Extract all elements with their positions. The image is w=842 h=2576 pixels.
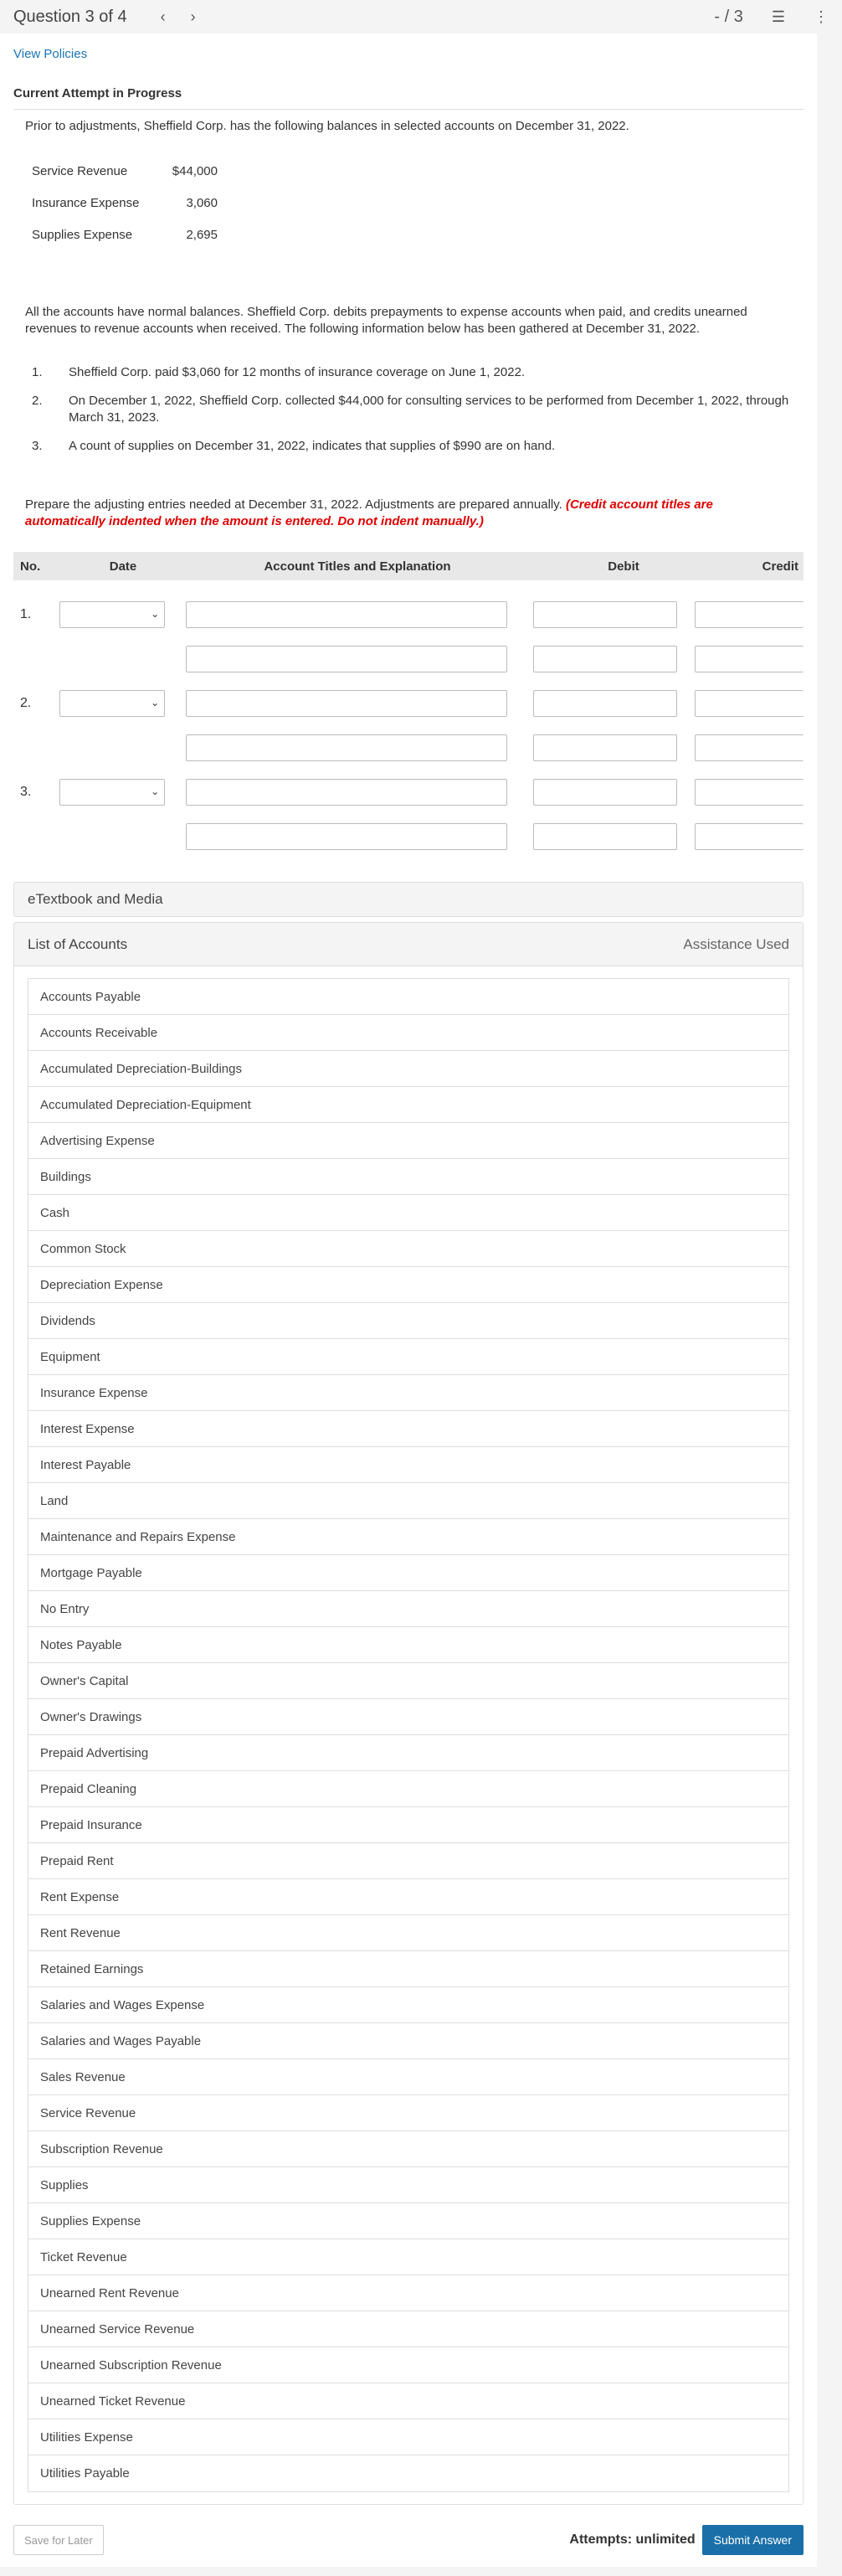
header-debit: Debit (608, 559, 639, 574)
etextbook-label[interactable]: eTextbook and Media (28, 891, 163, 907)
view-policies-link[interactable]: View Policies (13, 47, 88, 61)
list-item: Unearned Service Revenue (28, 2311, 788, 2347)
list-item: Dividends (28, 1303, 788, 1339)
table-row (32, 222, 218, 254)
table-row (32, 190, 218, 222)
attempt-heading: Current Attempt in Progress (13, 86, 803, 110)
list-item: Rent Revenue (28, 1915, 788, 1951)
list-item: Rent Expense (28, 1879, 788, 1915)
list-item: Owner's Drawings (28, 1699, 788, 1735)
list-item (25, 393, 792, 426)
etextbook-panel[interactable] (13, 882, 803, 917)
credit-input[interactable] (695, 690, 803, 717)
debit-input[interactable] (533, 734, 677, 761)
chevron-down-icon: ⌄ (151, 607, 160, 620)
journal-body (13, 580, 803, 882)
account-title-input[interactable] (186, 601, 507, 628)
list-item: Unearned Rent Revenue (28, 2275, 788, 2311)
item-number: 3. (32, 439, 43, 453)
list-of-accounts-body (14, 966, 803, 2504)
list-item: Maintenance and Repairs Expense (28, 1519, 788, 1555)
list-item: Salaries and Wages Payable (28, 2023, 788, 2059)
list-item: Equipment (28, 1339, 788, 1375)
chevron-right-icon[interactable]: › (190, 8, 196, 25)
credit-input[interactable] (695, 646, 803, 672)
list-item: Land (28, 1483, 788, 1519)
balance-account: Service Revenue (32, 164, 128, 178)
footer-bar (13, 2505, 803, 2567)
list-item: Prepaid Insurance (28, 1807, 788, 1843)
list-item: Notes Payable (28, 1627, 788, 1663)
debit-input[interactable] (533, 779, 677, 806)
balance-account: Supplies Expense (32, 228, 133, 242)
debit-input[interactable] (533, 601, 677, 628)
instruction-note: (Credit account titles are automatically indented when the amount is entered. Do not indent manually.) (25, 497, 713, 528)
chevron-left-icon[interactable]: ‹ (160, 8, 166, 25)
list-of-accounts-title: List of Accounts (28, 935, 128, 952)
item-text: A count of supplies on December 31, 2022, indicates that supplies of $990 are on hand. (69, 439, 556, 453)
list-item: Retained Earnings (28, 1951, 788, 1987)
list-item: Supplies Expense (28, 2203, 788, 2239)
submit-answer-button[interactable]: Submit Answer (702, 2525, 803, 2555)
item-text: On December 1, 2022, Sheffield Corp. collected $44,000 for consulting services to be performed from December 1, 2022, through March 31, 2023. (69, 394, 789, 425)
list-item: Interest Payable (28, 1447, 788, 1483)
problem-paragraph: All the accounts have normal balances. Sheffield Corp. debits prepayments to expense accounts when paid, and credits unearned revenues to revenue accounts when received. The following information below has been gathered at December 31, 2022. (25, 305, 747, 336)
problem-content (13, 110, 803, 530)
item-number: 1. (32, 365, 43, 379)
entry-number: 3. (20, 784, 32, 799)
journal-header (13, 552, 803, 580)
list-item: Ticket Revenue (28, 2239, 788, 2275)
list-item: Utilities Payable (40, 2466, 130, 2481)
chevron-down-icon: ⌄ (151, 785, 160, 797)
problem-items (25, 364, 792, 455)
journal-row (13, 725, 803, 770)
account-title-input[interactable] (186, 690, 507, 717)
list-item: Prepaid Advertising (28, 1735, 788, 1771)
more-vertical-icon[interactable]: ⋮ (814, 8, 829, 25)
journal-row (13, 814, 803, 858)
list-item: Cash (28, 1195, 788, 1231)
list-item: Accumulated Depreciation-Equipment (28, 1087, 788, 1123)
problem-intro: Prior to adjustments, Sheffield Corp. has the following balances in selected accounts on December 31, 2022. (25, 119, 629, 133)
assistance-used-label: Assistance Used (683, 935, 789, 952)
date-select[interactable] (59, 601, 165, 628)
table-row (32, 158, 218, 190)
header-no: No. (20, 559, 41, 574)
header-date: Date (109, 559, 137, 574)
balance-amount: 2,695 (186, 228, 218, 242)
instructions (25, 497, 792, 530)
credit-input[interactable] (695, 779, 803, 806)
list-item: Unearned Subscription Revenue (28, 2347, 788, 2383)
list-item: Common Stock (28, 1231, 788, 1267)
account-title-input[interactable] (186, 779, 507, 806)
top-right-controls (714, 8, 829, 27)
item-text: Sheffield Corp. paid $3,060 for 12 months of insurance coverage on June 1, 2022. (69, 365, 526, 379)
journal-table (13, 552, 803, 882)
list-item: Prepaid Cleaning (28, 1771, 788, 1807)
balance-account: Insurance Expense (32, 196, 140, 210)
entry-number: 1. (20, 606, 32, 621)
attempts-label: Attempts: unlimited (569, 2532, 696, 2547)
debit-input[interactable] (533, 690, 677, 717)
accounts-list (28, 978, 789, 2492)
save-for-later-button[interactable]: Save for Later (13, 2525, 104, 2555)
list-item (25, 438, 792, 455)
list-item: Unearned Ticket Revenue (28, 2383, 788, 2419)
list-item (25, 364, 792, 381)
list-of-accounts-panel (13, 922, 803, 2505)
list-item: No Entry (28, 1591, 788, 1627)
journal-row (13, 770, 803, 814)
list-item: Salaries and Wages Expense (28, 1987, 788, 2023)
top-bar (0, 0, 842, 33)
debit-input[interactable] (533, 823, 677, 850)
list-item: Buildings (28, 1159, 788, 1195)
list-item: Depreciation Expense (28, 1267, 788, 1303)
date-select[interactable] (59, 779, 165, 806)
list-item: Advertising Expense (28, 1123, 788, 1159)
list-item: Accounts Receivable (28, 1015, 788, 1051)
list-item: Accounts Payable (28, 979, 788, 1015)
entry-number: 2. (20, 695, 32, 710)
list-item: Interest Expense (28, 1411, 788, 1447)
account-title-input[interactable] (186, 734, 507, 761)
question-page (0, 33, 817, 2567)
account-title-input[interactable] (186, 823, 507, 850)
list-item: Prepaid Rent (28, 1843, 788, 1879)
list-item: Service Revenue (28, 2095, 788, 2131)
list-item: Sales Revenue (28, 2059, 788, 2095)
chevron-down-icon: ⌄ (151, 696, 160, 708)
score-display: - / 3 (714, 7, 743, 26)
list-of-accounts-header[interactable] (14, 923, 803, 966)
list-item: Owner's Capital (28, 1663, 788, 1699)
date-select[interactable] (59, 690, 165, 717)
balance-amount: 3,060 (186, 196, 218, 210)
list-icon[interactable]: ☰ (771, 8, 785, 25)
list-item: Accumulated Depreciation-Buildings (28, 1051, 788, 1087)
credit-input[interactable] (695, 601, 803, 628)
list-item: Mortgage Payable (28, 1555, 788, 1591)
header-credit: Credit (762, 559, 798, 574)
question-label: Question 3 of 4 (13, 7, 127, 26)
instruction-text: Prepare the adjusting entries needed at December 31, 2022. Adjustments are prepared annually. (25, 497, 562, 512)
item-number: 2. (32, 394, 43, 408)
balances-table (32, 158, 218, 254)
debit-input[interactable] (533, 646, 677, 672)
list-item: Utilities Expense (28, 2419, 788, 2455)
list-item: Insurance Expense (28, 1375, 788, 1411)
journal-row (13, 636, 803, 681)
journal-row (13, 681, 803, 725)
list-item: Supplies (28, 2167, 788, 2203)
credit-input[interactable] (695, 734, 803, 761)
credit-input[interactable] (695, 823, 803, 850)
account-title-input[interactable] (186, 646, 507, 672)
list-item: Subscription Revenue (28, 2131, 788, 2167)
balance-amount: $44,000 (172, 164, 218, 178)
journal-row (13, 592, 803, 636)
header-account: Account Titles and Explanation (264, 559, 451, 574)
